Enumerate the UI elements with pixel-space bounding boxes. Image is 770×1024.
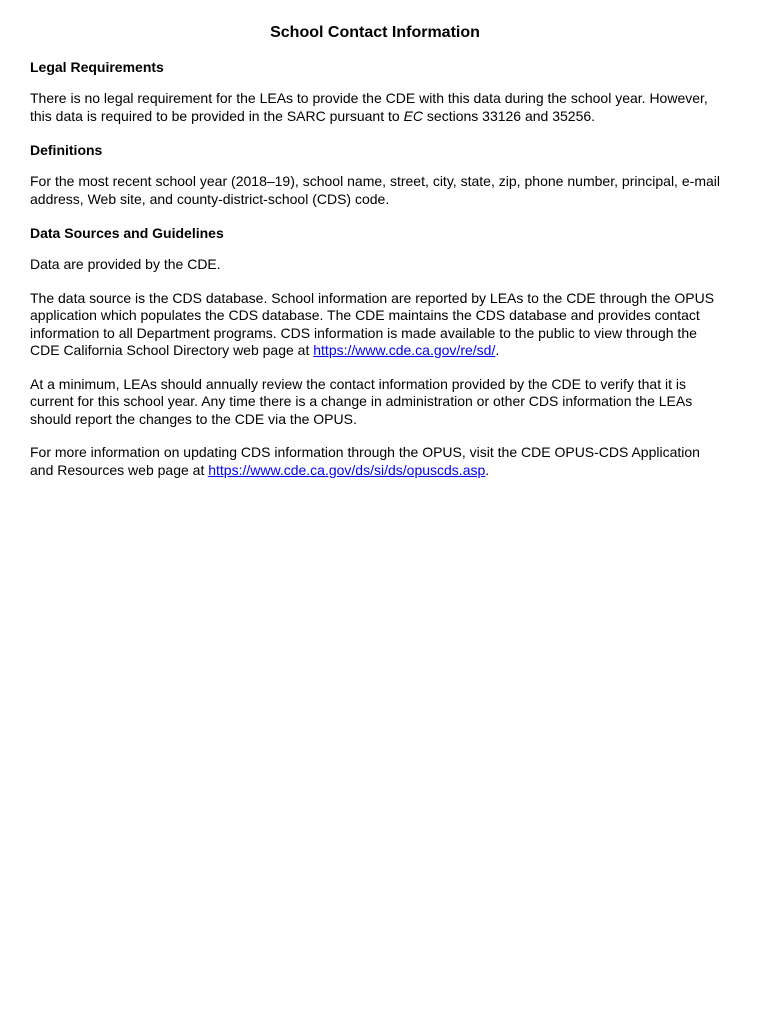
data-source-paragraph: [30, 290, 720, 360]
data-source-text: The data source is the CDS database. School information are reported by LEAs to the CDE through the OPUS application which populates the CDS database. The CDE maintains the CDS database and provides contact information to all Department programs. CDS information is made available to the public to view through the CDE California School Directory web page at: [30, 289, 715, 358]
legal-text-end: sections 33126 and 35256.: [423, 107, 596, 124]
data-source-end: .: [495, 342, 500, 358]
school-directory-link[interactable]: https://www.cde.ca.gov/re/sd/: [313, 342, 496, 358]
ec-abbreviation: EC: [403, 107, 424, 124]
definitions-heading: Definitions: [30, 142, 103, 158]
annual-review-paragraph: At a minimum, LEAs should annually review the contact information provided by the CDE to verify that it is current for this school year. Any time there is a change in administration or other CDS information the LEAs should report the changes to the CDE via the OPUS.: [30, 375, 693, 427]
opus-cds-link[interactable]: https://www.cde.ca.gov/ds/si/ds/opuscds.asp: [208, 461, 486, 478]
legal-requirements-paragraph: [30, 90, 720, 125]
legal-text: There is no legal requirement for the LEAs to provide the CDE with this data during the school year. However, this data is required to be provided in the SARC pursuant to: [30, 90, 708, 124]
more-info-text: For more information on updating CDS information through the OPUS, visit the CDE OPUS-CDS Application and Resources web page at: [30, 444, 700, 478]
legal-requirements-heading: Legal Requirements: [30, 59, 164, 75]
document-page: [30, 22, 720, 495]
more-info-end: .: [485, 461, 490, 478]
page-title: School Contact Information: [270, 24, 480, 41]
data-sources-heading: Data Sources and Guidelines: [30, 225, 224, 241]
definitions-paragraph: For the most recent school year (2018–19), school name, street, city, state, zip, phone number, principal, e-mail address, Web site, and county-district-school (CDS) code.: [30, 173, 720, 207]
more-info-paragraph: [30, 444, 720, 479]
data-provided-paragraph: Data are provided by the CDE.: [30, 256, 221, 272]
